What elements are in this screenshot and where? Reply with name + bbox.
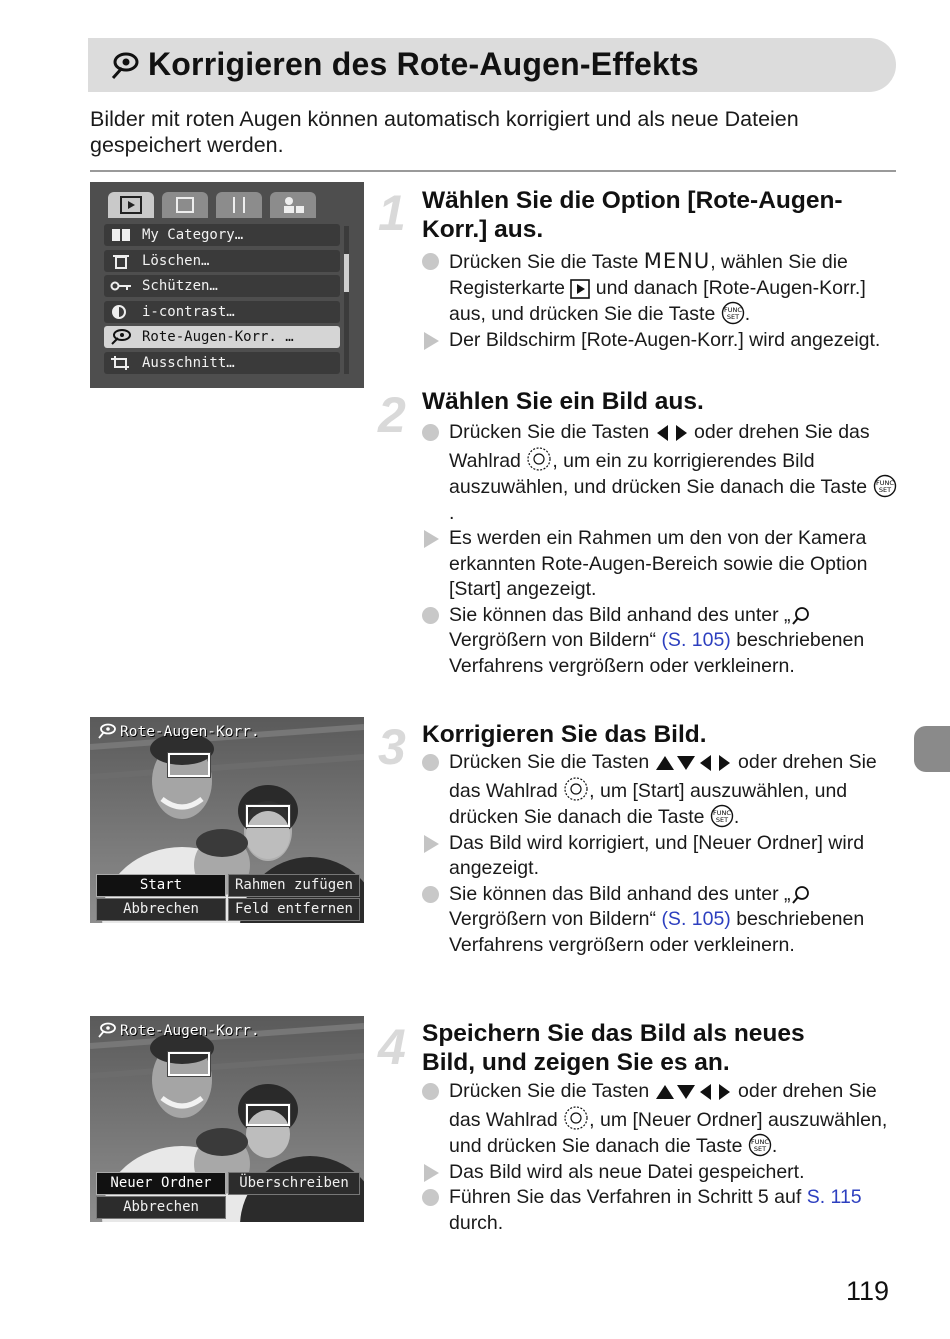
tab-settings [216, 192, 262, 218]
menu-scroll-thumb [344, 254, 349, 292]
screen-label: Rote-Augen-Korr. [98, 723, 260, 740]
result-arrow-icon [424, 1164, 439, 1182]
svg-text:FUNC: FUNC [723, 306, 742, 314]
print-icon [162, 192, 208, 218]
cancel-button[interactable]: Abbrechen [96, 898, 226, 921]
menu-item-my-category: My Category… [104, 224, 340, 246]
list-item: Sie können das Bild anhand des unter „ Vergrößern von Bildern“ (S. 105) beschriebenen Verfahrens vergrößern oder verkleinern. [422, 882, 900, 959]
screen-label: Rote-Augen-Korr. [98, 1022, 260, 1039]
tools-icon [216, 192, 262, 218]
four-way-arrows-icon [655, 1082, 733, 1102]
step-number: 4 [378, 1019, 406, 1075]
person-icon [270, 192, 316, 218]
menu-item-delete: Löschen… [104, 250, 340, 272]
new-file-button[interactable]: Neuer Ordner [96, 1172, 226, 1195]
cancel-button[interactable]: Abbrechen [96, 1196, 226, 1219]
step-number: 3 [378, 719, 406, 775]
page-link[interactable]: (S. 105) [661, 629, 731, 651]
func-set-button-icon [748, 1133, 772, 1157]
title-bar [88, 38, 896, 92]
list-item: Es werden ein Rahmen um den von der Kamera erkannten Rote-Augen-Bereich sowie die Option [Start] angezeigt. [422, 526, 900, 603]
control-dial-icon [526, 446, 552, 472]
start-button[interactable]: Start [96, 874, 226, 897]
list-item: Drücken Sie die Tasten oder drehen Sie das Wahlrad , um [Neuer Ordner] auszuwählen, und drücken Sie danach die Taste FUNC SET . [422, 1079, 900, 1160]
list-item: Führen Sie das Verfahren in Schritt 5 auf S. 115 durch. [422, 1185, 900, 1236]
svg-text:SET: SET [726, 313, 739, 321]
tab-my-menu [270, 192, 316, 218]
add-frame-button[interactable]: Rahmen zufügen [228, 874, 360, 897]
red-eye-icon [110, 329, 132, 345]
menu-list [104, 224, 340, 377]
list-item: Drücken Sie die Tasten oder drehen Sie das Wahlrad , um [Start] auszuwählen, und drücken Sie danach die Taste FUNC SET . [422, 750, 900, 831]
result-arrow-icon [424, 530, 439, 548]
key-icon [110, 278, 132, 294]
list-item: Drücken Sie die Taste MENU, wählen Sie die Registerkarte und danach [Rote-Augen-Korr.] aus, und drücken Sie die Taste FUNC SET . [422, 249, 900, 328]
menu-item-trimming: Ausschnitt… [104, 352, 340, 374]
trash-icon [110, 253, 132, 269]
step-number: 2 [378, 387, 406, 443]
playback-icon [108, 192, 154, 218]
red-eye-frame [246, 1104, 290, 1126]
tab-playback [108, 192, 154, 218]
page-number: 119 [846, 1276, 890, 1306]
red-eye-frame [168, 1052, 210, 1076]
category-icon [110, 227, 132, 243]
page-link[interactable]: S. 115 [806, 1186, 862, 1208]
intro-text: Bilder mit roten Augen können automatisch korrigiert und als neue Dateien gespeichert werden. [90, 107, 799, 157]
step-instructions [422, 750, 900, 958]
left-right-arrows-icon [655, 423, 689, 443]
chapter-tab [914, 726, 950, 772]
func-set-button-icon [721, 301, 745, 325]
overwrite-button[interactable]: Überschreiben [228, 1172, 360, 1195]
list-item: Das Bild wird korrigiert, und [Neuer Ordner] wird angezeigt. [422, 831, 900, 882]
svg-text:SET: SET [753, 1145, 766, 1153]
bullet-icon [422, 607, 439, 624]
menu-scrollbar [344, 226, 349, 374]
svg-text:SET: SET [878, 486, 891, 494]
func-set-button-icon [710, 804, 734, 828]
menu-item-protect: Schützen… [104, 275, 340, 297]
red-eye-icon [110, 50, 140, 80]
red-eye-icon [98, 723, 116, 739]
bullet-icon [422, 253, 439, 270]
bullet-icon [422, 754, 439, 771]
svg-text:FUNC: FUNC [875, 479, 894, 487]
func-set-button-icon [873, 474, 897, 498]
playback-tab-icon [570, 279, 590, 299]
step-instructions [422, 1079, 900, 1236]
remove-frame-button[interactable]: Feld entfernen [228, 898, 360, 921]
crop-icon [110, 355, 132, 371]
page-link[interactable]: (S. 105) [661, 908, 731, 930]
magnifier-icon [791, 885, 811, 905]
menu-tabs [108, 192, 338, 220]
bullet-icon [422, 1083, 439, 1100]
menu-item-i-contrast: i-contrast… [104, 301, 340, 323]
result-arrow-icon [424, 332, 439, 350]
list-item: Der Bildschirm [Rote-Augen-Korr.] wird angezeigt. [422, 328, 900, 354]
bullet-icon [422, 886, 439, 903]
list-item: Drücken Sie die Tasten oder drehen Sie das Wahlrad , um ein zu korrigierendes Bild auszuwählen, und drücken Sie danach die Taste FUNC SET . [422, 420, 900, 526]
control-dial-icon [563, 776, 589, 802]
svg-text:FUNC: FUNC [750, 1138, 769, 1146]
list-item: Sie können das Bild anhand des unter „ Vergrößern von Bildern“ (S. 105) beschriebenen Verfahrens vergrößern oder verkleinern. [422, 603, 900, 680]
control-dial-icon [563, 1105, 589, 1131]
contrast-icon [110, 304, 132, 320]
page-title: Korrigieren des Rote-Augen-Effekts [148, 46, 699, 82]
tab-print [162, 192, 208, 218]
red-eye-save-screen [90, 1016, 364, 1222]
red-eye-frame [168, 753, 210, 777]
red-eye-icon [98, 1022, 116, 1038]
red-eye-correction-screen [90, 717, 364, 923]
bullet-icon [422, 424, 439, 441]
svg-text:FUNC: FUNC [712, 809, 731, 817]
step-title: Speichern Sie das Bild als neues Bild, und zeigen Sie es an. [422, 1020, 805, 1076]
step-title: Wählen Sie ein Bild aus. [422, 388, 704, 415]
svg-text:SET: SET [715, 816, 729, 824]
four-way-arrows-icon [655, 753, 733, 773]
bullet-icon [422, 1189, 439, 1206]
step-title: Korrigieren Sie das Bild. [422, 721, 707, 748]
menu-button-label: MENU [643, 249, 711, 273]
step-instructions [422, 420, 900, 679]
menu-item-red-eye: Rote-Augen-Korr. … [104, 326, 340, 348]
list-item: Das Bild wird als neue Datei gespeichert. [422, 1160, 900, 1186]
divider [90, 170, 896, 172]
camera-menu-screen [90, 182, 364, 388]
step-number: 1 [378, 185, 406, 241]
red-eye-frame [246, 805, 290, 827]
step-instructions [422, 249, 900, 353]
magnifier-icon [791, 606, 811, 626]
step-title: Wählen Sie die Option [Rote-Augen- Korr.] aus. [422, 187, 843, 243]
result-arrow-icon [424, 835, 439, 853]
